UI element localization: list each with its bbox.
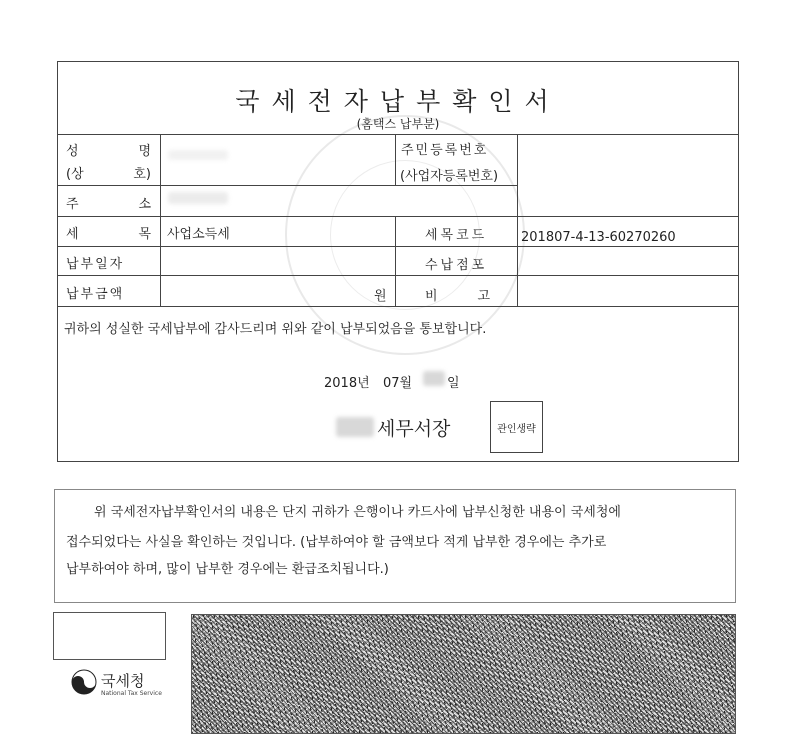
label-resident-no: 주민등록번호 [401, 143, 489, 158]
label-collection-point: 수납점포 [425, 258, 488, 273]
nts-logo-english: National Tax Service [101, 690, 162, 697]
office-title: 세무서장 [377, 418, 451, 440]
value-tax-code: 201807-4-13-60270260 [521, 230, 676, 245]
table-col-2a [395, 134, 396, 185]
issue-year: 2018년 [324, 376, 370, 391]
table-rule-5 [57, 306, 739, 307]
label-currency-unit: 원 [374, 289, 387, 304]
notice-line-1: 위 국세전자납부확인서의 내용은 단지 귀하가 은행이나 카드사에 납부신청한 내용이 국세청에 [94, 505, 621, 520]
label-payment-date: 납부일자 [66, 257, 125, 272]
value-tax-item: 사업소득세 [167, 227, 230, 242]
blank-box [53, 612, 166, 660]
notice-line-3: 납부하여야 하며, 많이 납부한 경우에는 환급조치됩니다.) [66, 562, 389, 577]
redacted-name [168, 150, 228, 160]
seal-omitted-note: 관인생략 [497, 423, 536, 435]
label-tax-code: 세목코드 [425, 228, 488, 243]
table-col-1 [160, 134, 161, 306]
label-trade-name: (상 호) [66, 167, 151, 182]
taeguk-icon [71, 669, 97, 695]
label-address: 주 소 [66, 197, 151, 212]
redacted-day [423, 371, 445, 386]
issue-month: 07월 [383, 376, 413, 391]
nts-logo-name: 국세청 [101, 672, 145, 690]
label-remarks: 비 고 [425, 289, 490, 304]
label-amount: 납부금액 [66, 287, 125, 302]
security-pattern [191, 614, 736, 734]
official-seal-box [490, 401, 543, 453]
label-tax-item: 세 목 [66, 227, 151, 242]
thanks-message: 귀하의 성실한 국세납부에 감사드리며 위와 같이 납부되었음을 통보합니다. [64, 322, 487, 337]
document-subtitle: (홈택스 납부분) [356, 117, 440, 131]
table-col-3b [517, 216, 518, 306]
notice-line-2: 접수되었다는 사실을 확인하는 것입니다. (납부하여야 할 금액보다 적게 납부한 경우에는 추가로 [66, 535, 607, 550]
table-col-2b [395, 216, 396, 306]
label-business-no: (사업자등록번호) [400, 169, 499, 184]
table-col-3a [517, 134, 518, 216]
table-rule-1 [57, 185, 517, 186]
issue-day-suffix: 일 [447, 376, 460, 391]
document-title: 국세전자납부확인서 [235, 87, 561, 116]
label-name: 성 명 [66, 144, 151, 159]
redacted-office-name [336, 417, 374, 437]
redacted-address [168, 192, 228, 204]
